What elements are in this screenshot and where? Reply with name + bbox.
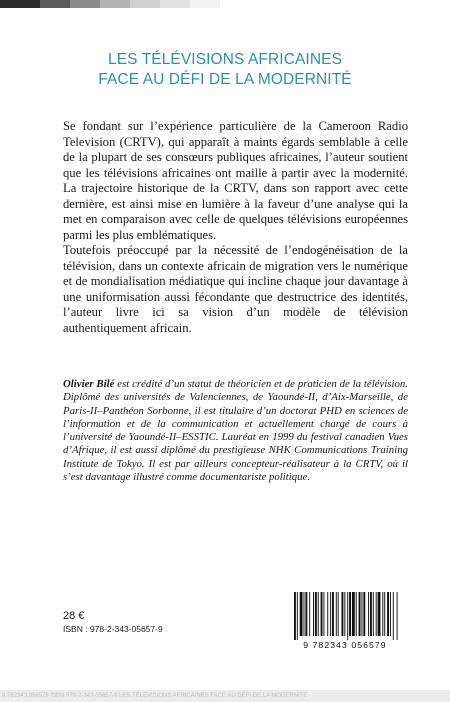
color-calibration-strip [0, 0, 450, 8]
color-swatch [40, 0, 70, 8]
color-swatch [100, 0, 130, 8]
color-swatch [0, 0, 40, 8]
blurb-paragraph-2: Toutefois préoccupé par la nécessité de l’endogénéisation de la télévision, dans un contexte africain de migration vers le numérique et de mondialisation médiatique qui incline chaque jour davantage à une uniformisation aussi fécondante que destructrice des identités, l’auteur livre ici sa vision d’un modèle de télévision authentiquement africain. [63, 243, 408, 335]
barcode-icon [290, 592, 402, 640]
title-line-1: LES TÉLÉVISIONS AFRICAINES [107, 51, 343, 68]
color-swatch [130, 0, 160, 8]
blurb-paragraph-1: Se fondant sur l’expérience particulière de la Cameroon Radio Television (CRTV), qui apparaît à maints égards semblable à celle de la plupart de ses consœurs publiques africaines, l’auteur soutient que les télévisions africaines ont maille à partir avec la modernité. La trajectoire historique de la CRTV, dans son rapport avec cette dernière, est ainsi mise en lumière à la faveur d’une analyse qui la met en comparaison avec celle de quelques télévisions européennes parmi les plus emblématiques. [63, 119, 408, 242]
blurb [63, 119, 408, 336]
isbn: ISBN : 978-2-343-05657-9 [63, 624, 163, 634]
barcode-digits: 9 782343 056579 [303, 640, 387, 650]
bottom-strip-text: 9 782343 056579 ISBN 978-2-343-05657-9 LES TÉLÉVISIONS AFRICAINES FACE AU DÉFI DE LA MODERNITÉ [2, 693, 308, 699]
author-name: Olivier Bilé [63, 378, 115, 390]
author-bio-text: est crédité d’un statut de théoricien et de praticien de la télévision. Diplômé des universités de Valenciennes, de Yaoundé-II, d’Aix-Marseille, de Paris-II–Panthéon Sorbonne, il est titulaire d’un doctorat PHD en sciences de l’information et de la communication et actuellement chargé de cours à l’université de Yaoundé-II–ESSTIC. Lauréat en 1999 du festival canadien Vues d’Afrique, il est aussi diplômé du prestigieuse NHK Communications Training Institute de Tokyo. Il est par ailleurs concepteur-réalisateur à la CRTV, où il s’est davantage illustré comme documentariste politique. [63, 378, 408, 484]
price: 28 € [63, 610, 85, 622]
color-swatch [220, 0, 450, 8]
book-title [0, 50, 450, 90]
bottom-print-strip [0, 690, 450, 702]
color-swatch [190, 0, 220, 8]
color-swatch [70, 0, 100, 8]
title-line-2: FACE AU DÉFI DE LA MODERNITÉ [98, 71, 352, 88]
author-bio [63, 378, 408, 484]
color-swatch [160, 0, 190, 8]
